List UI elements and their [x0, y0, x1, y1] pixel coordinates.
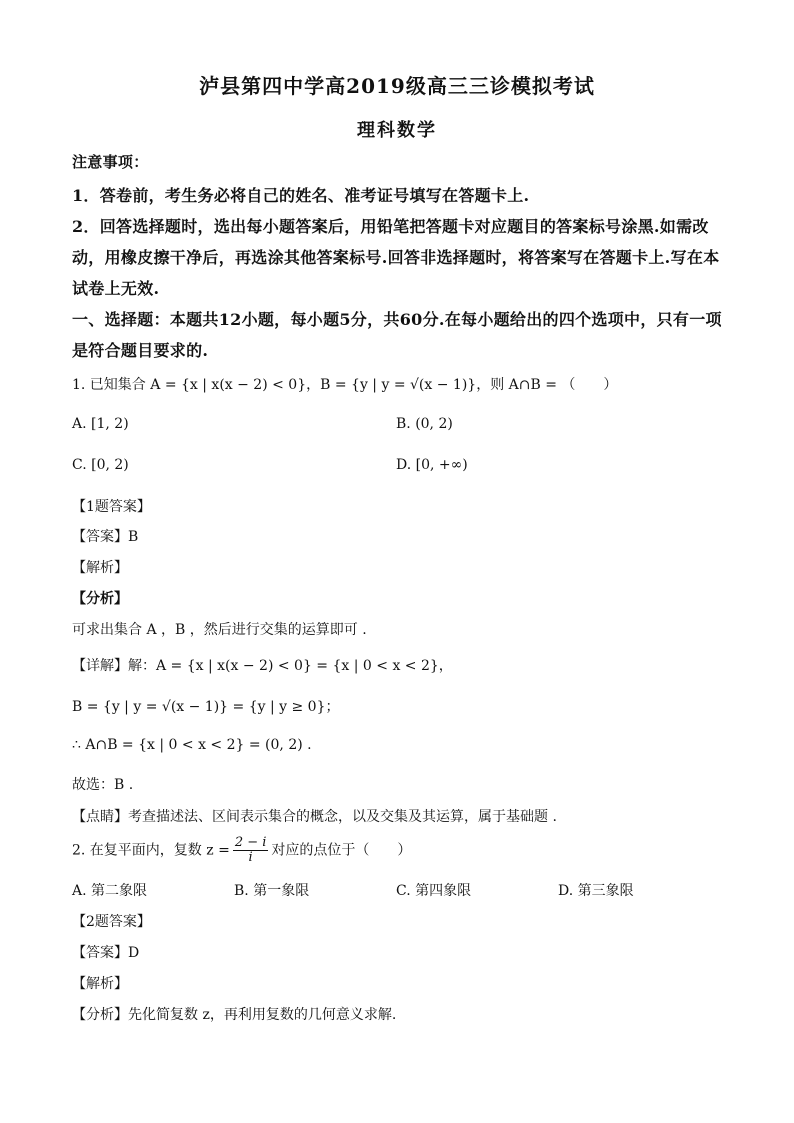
- question-2-option-b: B. 第一象限: [234, 883, 310, 899]
- question-2-option-d: D. 第三象限: [558, 883, 634, 899]
- section-header-line-1: 一、选择题：本题共12小题，每小题5分，共60分.在每小题给出的四个选项中，只有一项: [72, 310, 722, 329]
- question-1-answer: 【答案】B: [72, 529, 139, 545]
- question-2-option-c: C. 第四象限: [396, 883, 472, 899]
- notice-item-1: 1．答卷前，考生务必将自己的姓名、准考证号填写在答题卡上.: [72, 186, 530, 205]
- question-2-answer-header: 【2题答案】: [72, 914, 151, 930]
- question-1-detail-line-2: B = {y | y = √(x − 1)} = {y | y ≥ 0}；: [72, 699, 340, 715]
- notice-item-2-line-2: 动，用橡皮擦干净后，再选涂其他答案标号.回答非选择题时，将答案写在答题卡上.写在本: [72, 248, 720, 267]
- question-1-option-b: B. (0, 2): [396, 416, 453, 432]
- question-2-fenxi: 【分析】先化简复数 z，再利用复数的几何意义求解.: [72, 1007, 397, 1023]
- subject-title: 理科数学: [357, 120, 437, 141]
- fraction-numerator: 2 − i: [234, 835, 267, 850]
- question-2-answer: 【答案】D: [72, 945, 140, 961]
- notice-item-2-line-1: 2．回答选择题时，选出每小题答案后，用铅笔把答题卡对应题目的答案标号涂黑.如需改: [72, 217, 709, 236]
- question-1-detail-line-1: 【详解】解：A = {x | x(x − 2) < 0} = {x | 0 < x < 2}，: [72, 658, 453, 674]
- question-1-fenxi-label: 【分析】: [72, 591, 128, 607]
- question-2-fraction: [233, 836, 269, 865]
- question-1-detail-line-3: ∴ A∩B = {x | 0 < x < 2} = (0, 2) .: [72, 737, 312, 753]
- question-2-stem-pre: 2. 在复平面内，复数 z =: [72, 842, 230, 859]
- exam-title: 泸县第四中学高2019级高三三诊模拟考试: [199, 74, 595, 98]
- question-1-analysis-label: 【解析】: [72, 560, 128, 576]
- question-1-fenxi-text: 可求出集合 A ，B ，然后进行交集的运算即可 .: [72, 622, 367, 638]
- question-1-stem: 1. 已知集合 A = {x | x(x − 2) < 0}，B = {y | y = √(x − 1)}，则 A∩B = （ ）: [72, 377, 618, 393]
- fraction-denominator: i: [248, 850, 253, 865]
- question-2-analysis-label: 【解析】: [72, 976, 128, 992]
- question-1-answer-header: 【1题答案】: [72, 499, 151, 515]
- question-2-option-a: A. 第二象限: [72, 883, 148, 899]
- question-1-option-c: C. [0, 2): [72, 457, 129, 473]
- notice-item-2-line-3: 试卷上无效.: [72, 279, 160, 298]
- question-2-stem: [72, 836, 411, 865]
- question-1-comment: 【点睛】考查描述法、区间表示集合的概念，以及交集及其运算，属于基础题 .: [72, 809, 557, 825]
- question-1-option-a: A. [1, 2): [72, 416, 129, 432]
- notice-heading: 注意事项：: [72, 153, 149, 171]
- question-1-option-d: D. [0, +∞): [396, 457, 468, 473]
- question-1-choose: 故选：B .: [72, 777, 134, 793]
- question-2-stem-post: 对应的点位于（ ）: [271, 842, 412, 859]
- section-header-line-2: 是符合题目要求的.: [72, 341, 209, 360]
